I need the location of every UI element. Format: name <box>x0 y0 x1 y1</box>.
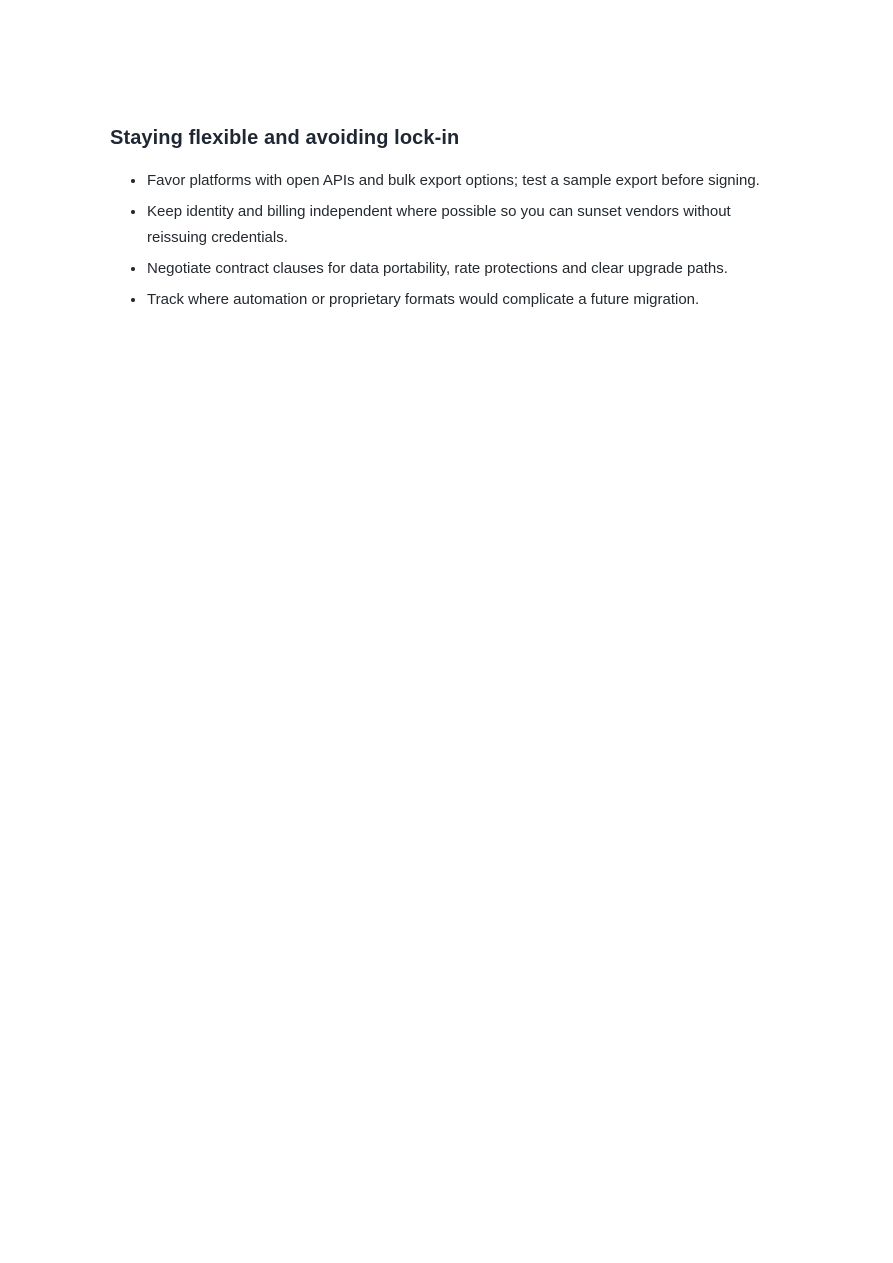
list-item: • Track where automation or proprietary formats would complicate a future migration. <box>146 287 772 313</box>
bullet-list <box>110 168 772 313</box>
list-item: • Keep identity and billing independent where possible so you can sunset vendors without reissuing credentials. <box>146 199 772 251</box>
list-item: • Favor platforms with open APIs and bulk export options; test a sample export before signing. <box>146 168 772 194</box>
page-title: Staying flexible and avoiding lock-in <box>110 127 460 149</box>
list-item: • Negotiate contract clauses for data portability, rate protections and clear upgrade paths. <box>146 256 772 282</box>
document-content <box>110 126 772 318</box>
